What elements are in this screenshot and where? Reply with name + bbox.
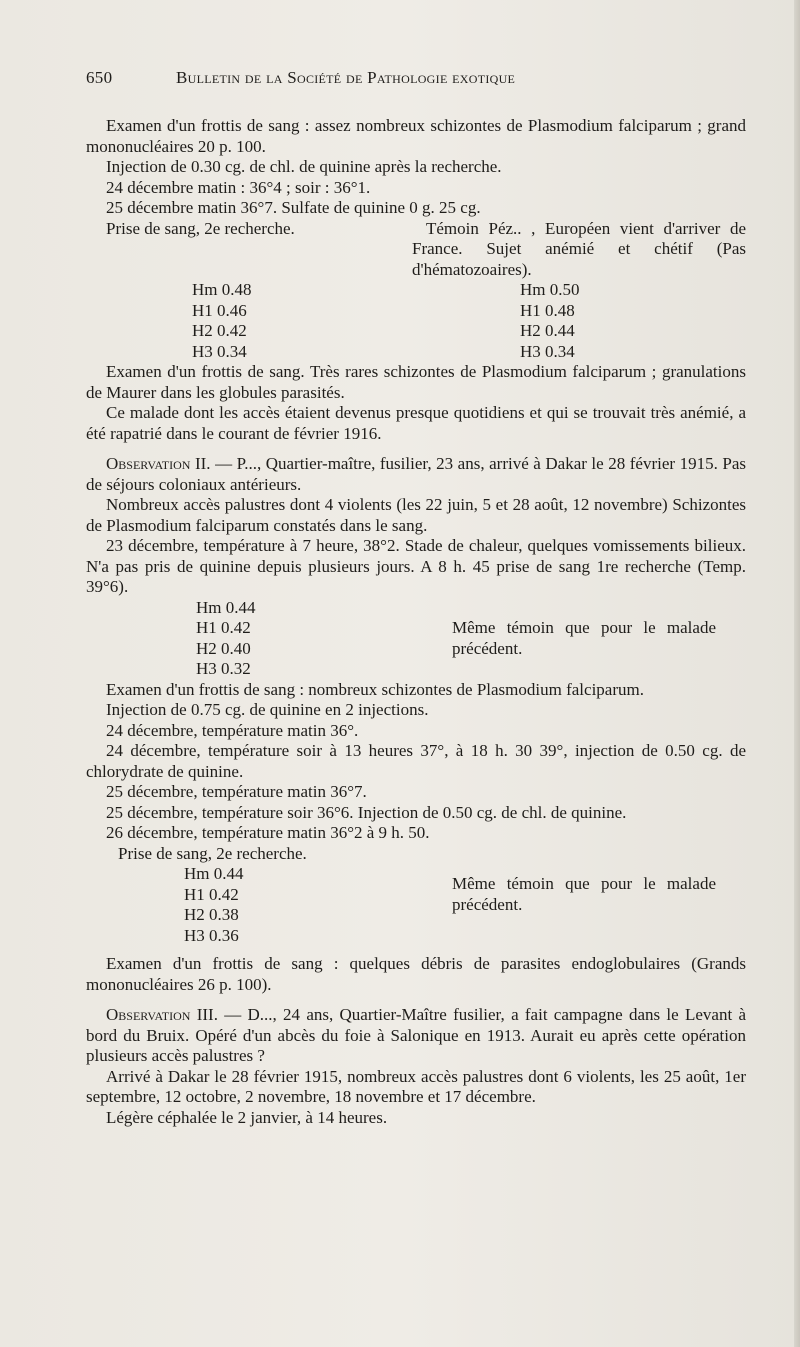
value-line: Hm 0.44: [196, 597, 256, 617]
observation-3-intro: [86, 1005, 746, 1067]
prise-de-sang-label: Prise de sang, 2e recherche.: [118, 843, 307, 863]
patient-values: [86, 864, 386, 946]
value-line: H2 0.38: [184, 905, 239, 924]
witness-values: [396, 280, 746, 362]
observation-label: Observation II.: [106, 454, 211, 473]
value-line: H1 0.42: [196, 618, 251, 637]
exam-paragraph: Examen d'un frottis de sang : assez nombreux schizontes de Plasmodium falciparum ; grand mononucléaires 20 p. 100.: [86, 116, 746, 156]
text-line: Injection de 0.75 cg. de quinine en 2 injections.: [106, 700, 429, 719]
observation-intro-text: — D..., 24 ans, Quartier-Maître fusilier, a fait campagne dans le Levant à bord du Bruix. Opéré d'un abcès du foie à Salonique en 1913. Aurait eu après cette opération plusieurs accès palustres ?: [86, 1005, 746, 1065]
page-edge-shadow: [794, 0, 800, 1347]
exam-paragraph: Examen d'un frottis de sang : nombreux schizontes de Plasmodium falciparum.: [106, 679, 644, 699]
witness-note-column: [386, 598, 746, 680]
patient-column: [86, 219, 396, 363]
value-line: H3 0.34: [520, 341, 575, 361]
text-paragraph: Arrivé à Dakar le 28 février 1915, nombreux accès palustres dont 6 violents, les 25 août, 1er septembre, 12 octobre, 2 novembre, 18 novembre et 17 décembre.: [86, 1066, 746, 1106]
witness-note: Même témoin que pour le malade précédent.: [452, 874, 716, 914]
patient-column: [86, 598, 386, 680]
exam-paragraph: Examen d'un frottis de sang : quelques débris de parasites endoglobulaires (Grands mononucléaires 26 p. 100).: [86, 954, 746, 994]
text-line: 24 décembre, température matin 36°.: [106, 720, 359, 740]
text-line: 25 décembre, température matin 36°7.: [106, 782, 367, 801]
observation-intro-text: — P..., Quartier-maître, fusilier, 23 ans, arrivé à Dakar le 28 février 1915. Pas de séjours coloniaux antérieurs.: [86, 454, 747, 494]
patient-values: [86, 280, 396, 362]
value-line: H3 0.36: [184, 925, 239, 945]
text-paragraph: Légère céphalée le 2 janvier, à 14 heures.: [106, 1107, 388, 1127]
text-paragraph: 23 décembre, température à 7 heure, 38°2. Stade de chaleur, quelques vomissements bilieux. N'a pas pris de quinine depuis plusieurs jours. A 8 h. 45 prise de sang 1re recherche (Temp. 39°6).: [86, 536, 746, 596]
value-line: Hm 0.44: [184, 864, 244, 883]
text-line: 26 décembre, température matin 36°2 à 9 h. 50.: [106, 823, 430, 842]
value-line: H3 0.34: [192, 341, 247, 361]
value-line: Hm 0.48: [192, 280, 252, 299]
observation-label: Observation III.: [106, 1005, 218, 1024]
note-paragraph: Ce malade dont les accès étaient devenus presque quotidiens et qui se trouvait très anémié, a été rapatrié dans le courant de février 1916.: [86, 403, 746, 443]
prise-de-sang-label: Prise de sang, 2e recherche.: [106, 218, 295, 238]
exam-paragraph: Examen d'un frottis de sang. Très rares schizontes de Plasmodium falciparum ; granulations de Maurer dans les globules parasités.: [86, 362, 746, 402]
observation-2-intro: [86, 454, 746, 495]
value-line: H2 0.42: [192, 321, 247, 340]
text-line: 24 décembre matin : 36°4 ; soir : 36°1.: [106, 177, 371, 197]
blood-comparison-2: [86, 598, 746, 680]
patient-values: [86, 598, 386, 680]
text-line: 25 décembre, température soir 36°6. Injection de 0.50 cg. de chl. de quinine.: [106, 802, 627, 822]
witness-note-column: [386, 844, 746, 947]
text-paragraph: Nombreux accès palustres dont 4 violents (les 22 juin, 5 et 28 août, 12 novembre) Schizontes de Plasmodium falciparum constatés dans le sang.: [86, 495, 746, 535]
blood-comparison-1: [86, 219, 746, 363]
value-line: H2 0.40: [196, 638, 251, 658]
page-number: 650: [86, 68, 113, 87]
value-line: H2 0.44: [520, 321, 575, 340]
value-line: H1 0.46: [192, 300, 247, 320]
witness-description: Témoin Péz.. , Européen vient d'arriver de France. Sujet anémié et chétif (Pas d'hématozoaires).: [412, 218, 746, 279]
text-line: 25 décembre matin 36°7. Sulfate de quinine 0 g. 25 cg.: [106, 198, 481, 217]
journal-title: Bulletin de la Société de Pathologie exotique: [176, 68, 516, 87]
witness-column: [396, 219, 746, 363]
value-line: Hm 0.50: [520, 280, 580, 299]
text-line: 24 décembre, température soir à 13 heures 37°, à 18 h. 30 39°, injection de 0.50 cg. de chlorydrate de quinine.: [86, 741, 746, 781]
value-line: H1 0.48: [520, 300, 575, 320]
blood-comparison-3: [86, 844, 746, 947]
value-line: H3 0.32: [196, 659, 251, 678]
text-line: Injection de 0.30 cg. de chl. de quinine après la recherche.: [106, 157, 502, 176]
witness-note: Même témoin que pour le malade précédent.: [452, 618, 716, 658]
value-line: H1 0.42: [184, 884, 239, 904]
body-text: [86, 116, 746, 1128]
patient-column: [86, 844, 386, 947]
